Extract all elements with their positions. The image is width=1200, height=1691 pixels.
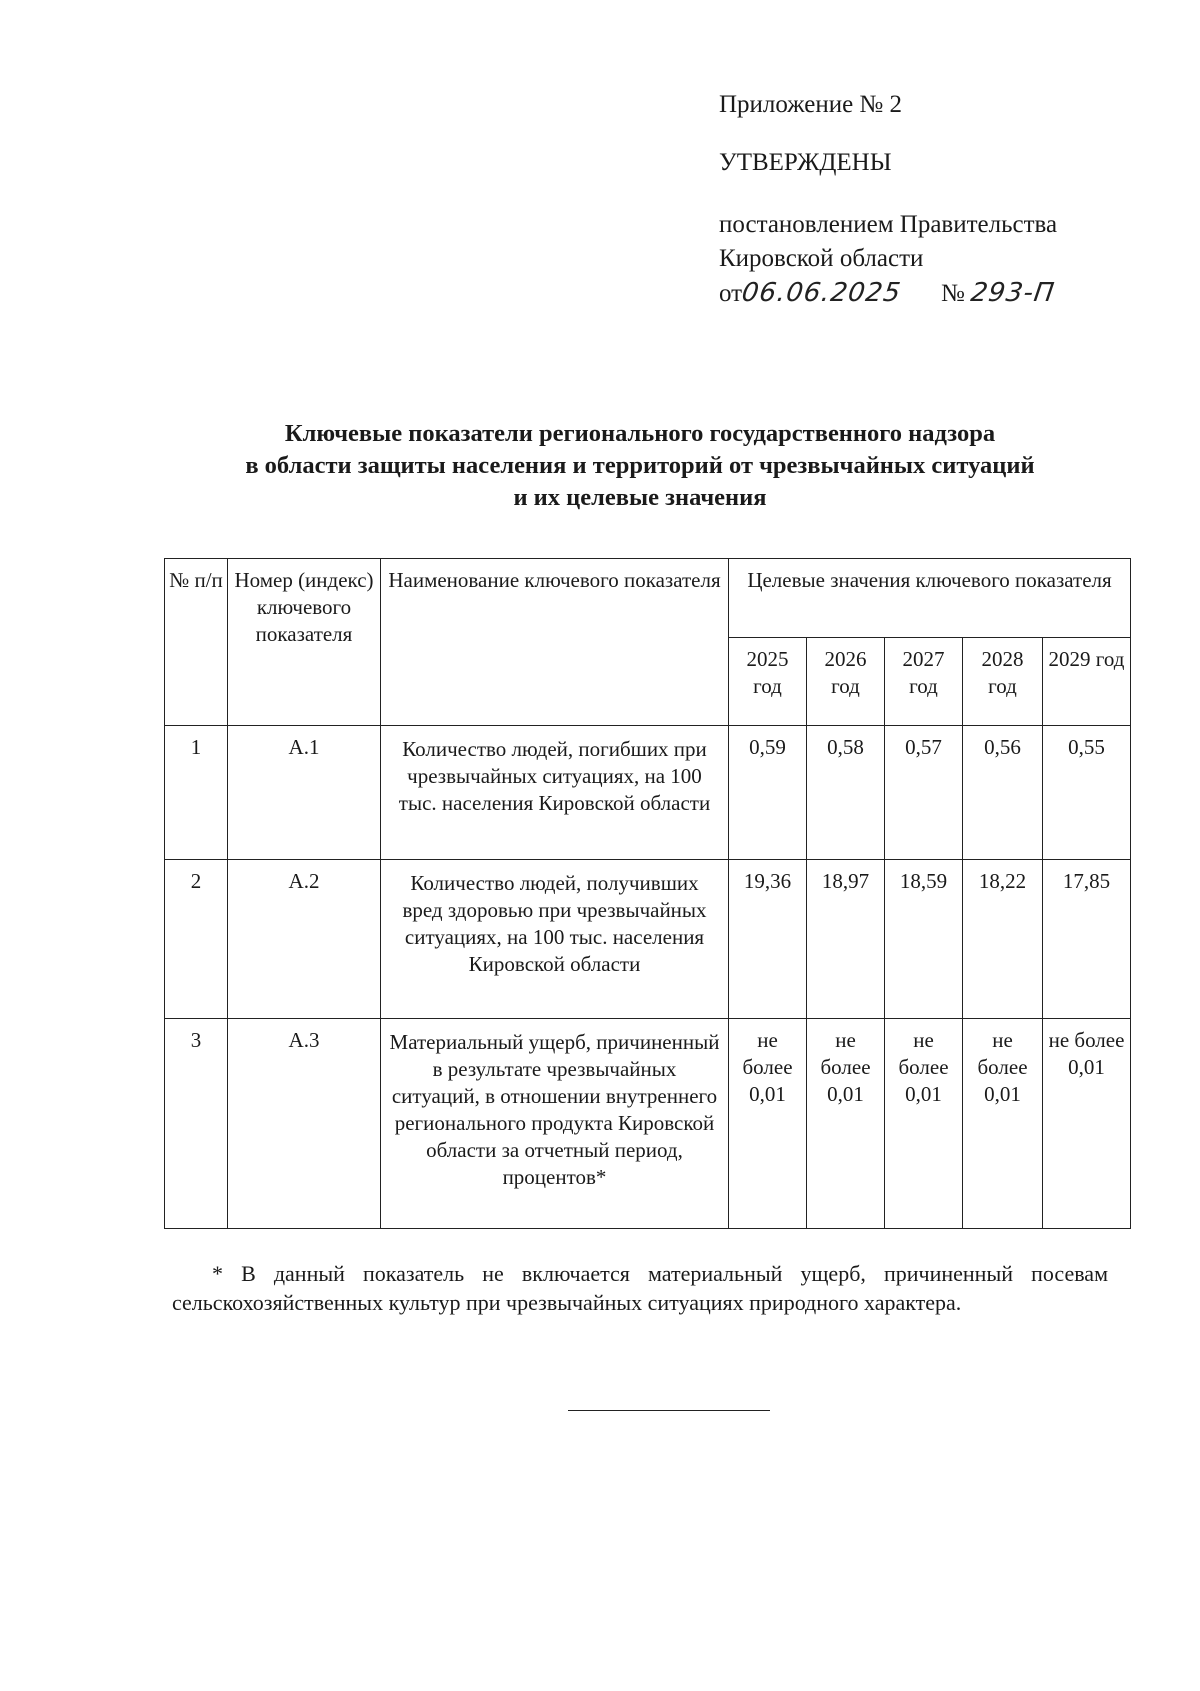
- header-year: 2026 год: [807, 638, 885, 726]
- decree-number: 293-П: [968, 278, 1057, 308]
- header-num: № п/п: [165, 559, 228, 726]
- header-year: 2027 год: [885, 638, 963, 726]
- row-index: А.3: [228, 1019, 381, 1229]
- title-line-1: Ключевые показатели регионального государственного надзора: [284, 420, 996, 447]
- annex-number: Приложение № 2: [719, 91, 903, 118]
- row-name: Количество людей, погибших при чрезвычайных ситуациях, на 100 тыс. населения Кировской области: [381, 726, 729, 860]
- row-value: 19,36: [729, 860, 807, 1019]
- row-value: не более 0,01: [729, 1019, 807, 1229]
- row-index: А.2: [228, 860, 381, 1019]
- row-value: 0,55: [1043, 726, 1131, 860]
- row-value: 18,22: [963, 860, 1043, 1019]
- row-value: не более 0,01: [1043, 1019, 1131, 1229]
- row-value: 18,97: [807, 860, 885, 1019]
- row-num: 3: [165, 1019, 228, 1229]
- header-index: Номер (индекс) ключевого показателя: [228, 559, 381, 726]
- header-year: 2029 год: [1043, 638, 1131, 726]
- row-value: не более 0,01: [885, 1019, 963, 1229]
- row-value: 0,58: [807, 726, 885, 860]
- row-num: 2: [165, 860, 228, 1019]
- row-value: 17,85: [1043, 860, 1131, 1019]
- row-value: 0,59: [729, 726, 807, 860]
- row-num: 1: [165, 726, 228, 860]
- approved-label: УТВЕРЖДЕНЫ: [719, 149, 892, 176]
- table-row: [165, 860, 1131, 1019]
- table-row: [165, 1019, 1131, 1229]
- kpi-table: [164, 558, 1131, 1229]
- closing-divider: [568, 1410, 770, 1411]
- decree-date-number-line: [719, 276, 1057, 311]
- decree-line-1: постановлением Правительства: [719, 211, 1058, 238]
- footnote: * В данный показатель не включается материальный ущерб, причиненный посевам сельскохозяйственных культур при чрезвычайных ситуациях природного характера.: [172, 1261, 1108, 1315]
- approval-block: [719, 88, 1057, 311]
- from-prefix: от: [719, 280, 743, 307]
- title-line-3: и их целевые значения: [513, 484, 767, 511]
- document-title: [150, 418, 1130, 514]
- number-prefix: №: [940, 280, 965, 307]
- decree-line-2: Кировской области: [719, 245, 924, 272]
- header-year: 2025 год: [729, 638, 807, 726]
- row-name: Количество людей, получивших вред здоровью при чрезвычайных ситуациях, на 100 тыс. населения Кировской области: [381, 860, 729, 1019]
- row-value: 18,59: [885, 860, 963, 1019]
- table-row: [165, 726, 1131, 860]
- decree-date: 06.06.2025: [740, 278, 904, 308]
- header-year: 2028 год: [963, 638, 1043, 726]
- title-line-2: в области защиты населения и территорий от чрезвычайных ситуаций: [245, 452, 1035, 479]
- row-value: 0,57: [885, 726, 963, 860]
- row-value: не более 0,01: [807, 1019, 885, 1229]
- header-targets: Целевые значения ключевого показателя: [729, 559, 1131, 638]
- row-index: А.1: [228, 726, 381, 860]
- row-value: не более 0,01: [963, 1019, 1043, 1229]
- header-name: Наименование ключевого показателя: [381, 559, 729, 726]
- row-value: 0,56: [963, 726, 1043, 860]
- row-name: Материальный ущерб, причиненный в результате чрезвычайных ситуаций, в отношении внутреннего регионального продукта Кировской области за отчетный период, процентов*: [381, 1019, 729, 1229]
